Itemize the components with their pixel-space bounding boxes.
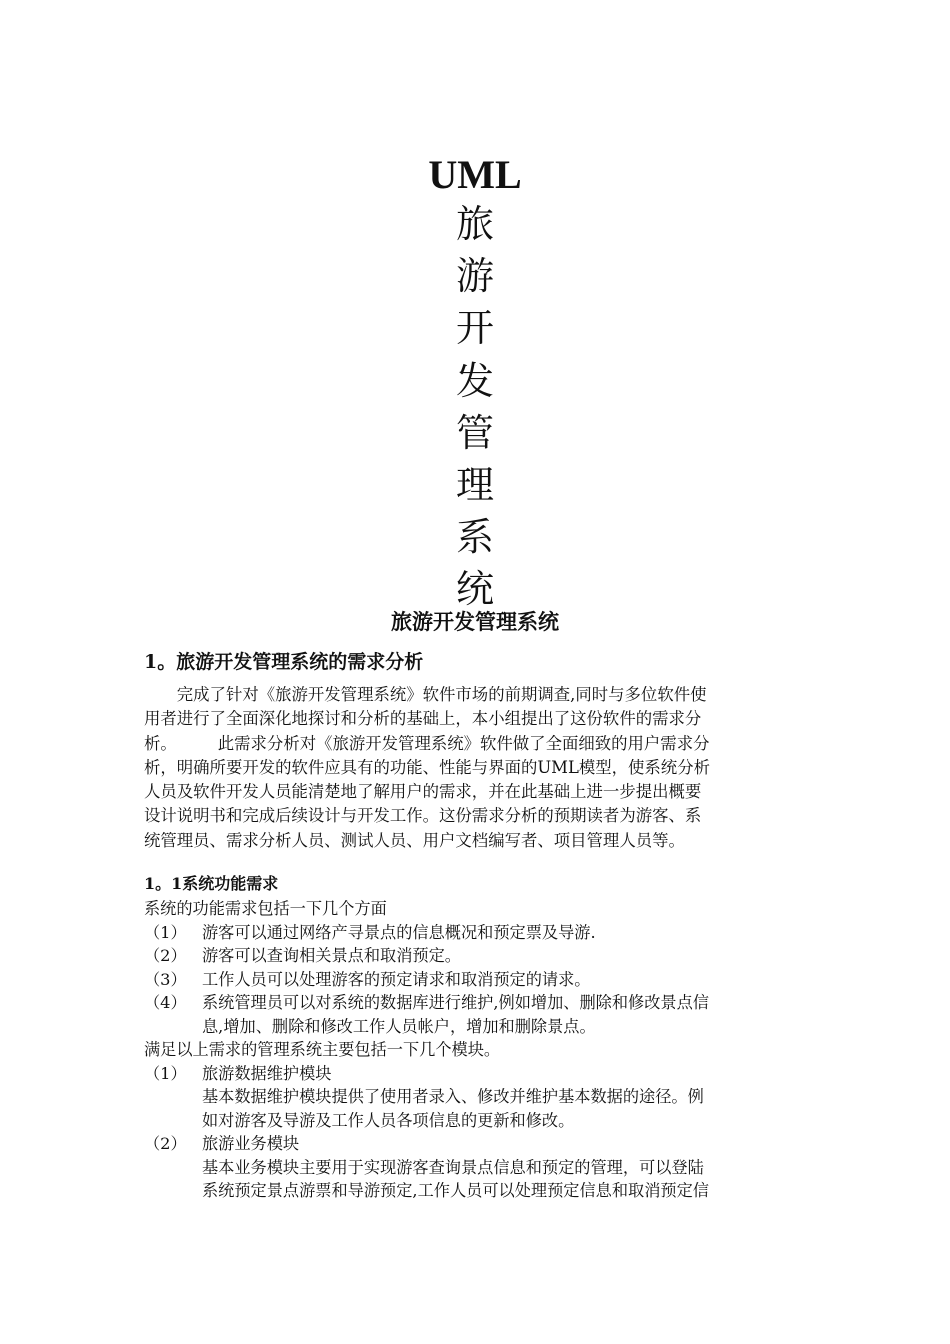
cover-title-char: 游 <box>455 254 494 299</box>
requirement-item <box>144 921 808 945</box>
paragraph-line: 用者进行了全面深化地探讨和分析的基础上，本小组提出了这份软件的需求分 <box>144 709 702 729</box>
item-text: 工作人员可以处理游客的预定请求和取消预定的请求。 <box>202 969 591 989</box>
paragraph-line: 人员及软件开发人员能清楚地了解用户的需求，并在此基础上进一步提出概要 <box>144 782 702 802</box>
paragraph-line: 设计说明书和完成后续设计与开发工作。这份需求分析的预期读者为游客、系 <box>144 806 702 826</box>
cover-title-char: 系 <box>455 515 494 560</box>
item-number: （1） <box>144 922 187 942</box>
paragraph-line: 析。 此需求分析对《旅游开发管理系统》软件做了全面细致的用户需求分 <box>144 733 710 753</box>
module-item <box>144 1132 808 1156</box>
item-text: 游客可以查询相关景点和取消预定。 <box>202 946 461 965</box>
item-text: 游客可以通过网络产寻景点的信息概况和预定票及导游. <box>202 922 596 942</box>
item-number: （3） <box>144 969 187 989</box>
requirement-item <box>144 991 808 1015</box>
cover-title-char: 理 <box>455 462 494 507</box>
item-number: （2） <box>144 946 187 965</box>
paragraph-line: 统管理员、需求分析人员、测试人员、用户文档编写者、项目管理人员等。 <box>144 830 685 850</box>
module-description: 基本数据维护模块提供了使用者录入、修改并维护基本数据的途径。例 <box>202 1087 704 1106</box>
module-name: 旅游业务模块 <box>202 1134 300 1153</box>
module-name: 旅游数据维护模块 <box>202 1063 332 1083</box>
functional-requirements-content <box>144 897 808 1203</box>
module-description: 基本业务模块主要用于实现游客查询景点信息和预定的管理，可以登陆 <box>202 1157 704 1177</box>
requirement-item <box>144 944 808 968</box>
paragraph-line: 析，明确所要开发的软件应具有的功能、性能与界面的UML模型，使系统分析 <box>144 757 710 777</box>
cover-title-char: 发 <box>455 358 494 403</box>
cover-title-uml: UML <box>428 152 522 197</box>
requirements-intro: 系统的功能需求包括一下几个方面 <box>144 899 387 918</box>
document-subtitle: 旅游开发管理系统 <box>391 609 559 634</box>
cover-title-char: 开 <box>455 306 494 351</box>
modules-intro: 满足以上需求的管理系统主要包括一下几个模块。 <box>144 1040 501 1059</box>
subsection-heading-functional: 1。1系统功能需求 <box>144 874 279 893</box>
cover-title-char: 旅 <box>455 202 494 246</box>
item-text-continuation: 息,增加、删除和修改工作人员帐户，增加和删除景点。 <box>202 1016 596 1036</box>
item-number: （4） <box>144 993 187 1012</box>
cover-title-char: 管 <box>455 410 494 455</box>
section-heading-requirements: 1。旅游开发管理系统的需求分析 <box>144 651 424 673</box>
module-item <box>144 1062 808 1086</box>
cover-title-vertical <box>0 198 950 616</box>
module-number: （1） <box>144 1063 187 1083</box>
module-number: （2） <box>144 1134 187 1153</box>
paragraph-line: 完成了针对《旅游开发管理系统》软件市场的前期调查,同时与多位软件使 <box>144 685 707 704</box>
intro-paragraph <box>144 683 808 853</box>
cover-title-char: 统 <box>455 567 494 612</box>
module-description: 如对游客及导游及工作人员各项信息的更新和修改。 <box>202 1110 575 1130</box>
item-text: 系统管理员可以对系统的数据库进行维护,例如增加、删除和修改景点信 <box>202 993 709 1012</box>
module-description: 系统预定景点游票和导游预定,工作人员可以处理预定信息和取消预定信 <box>202 1181 709 1200</box>
requirement-item <box>144 968 808 992</box>
